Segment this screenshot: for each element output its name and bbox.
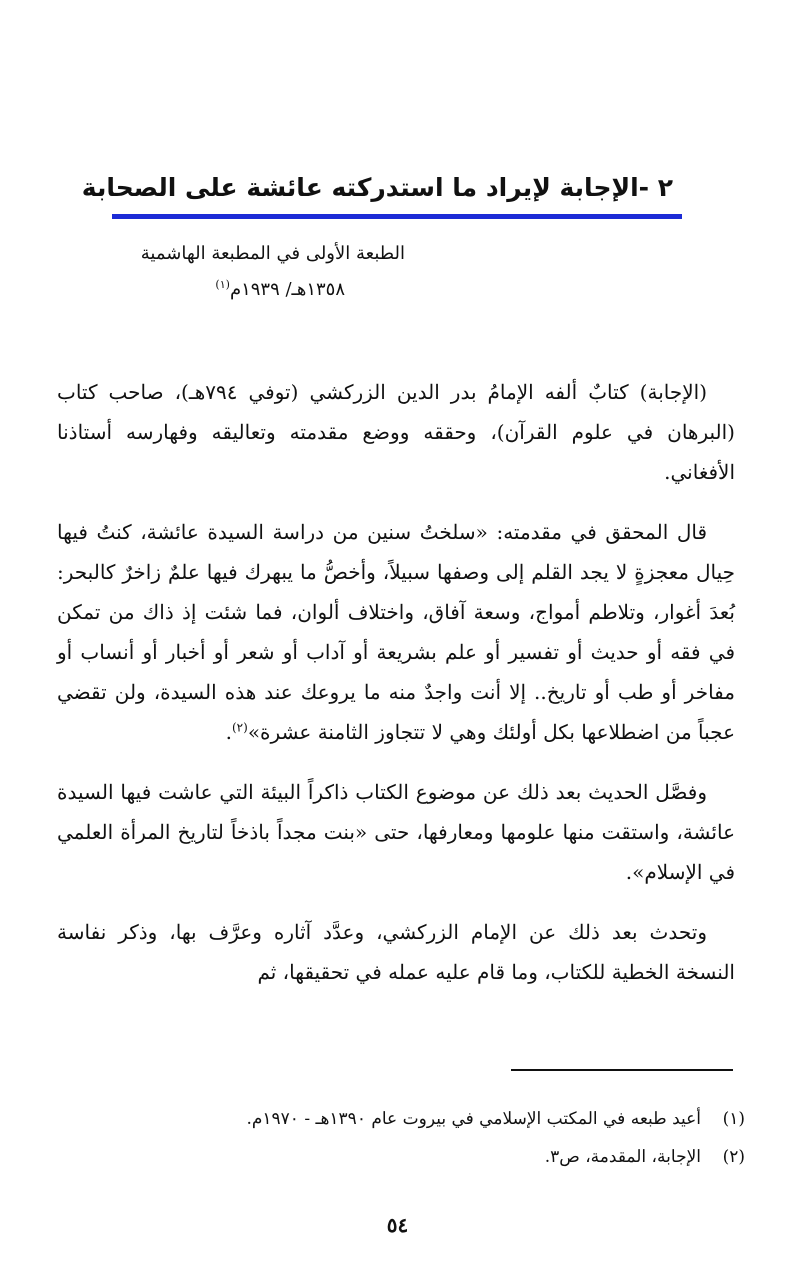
footnote-text: الإجابة، المقدمة، ص٣.: [544, 1147, 701, 1167]
footnote-item: [55, 1100, 745, 1138]
body-text: [57, 372, 735, 1012]
paragraph-2-tail: .: [225, 720, 232, 744]
footnote-ref-2: (٢): [231, 720, 248, 735]
edition-line-2: [60, 272, 405, 308]
edition-line-1: الطبعة الأولى في المطبعة الهاشمية: [140, 243, 405, 264]
footnote-item: [55, 1138, 745, 1176]
page-number: ٥٤: [386, 1213, 409, 1237]
paragraph-4: وتحدث بعد ذلك عن الإمام الزركشي، وعدَّد آثاره وعرَّف بها، وذكر نفاسة النسخة الخطية للكتاب، وما قام عليه عمله في تحقيقها، ثم: [57, 920, 735, 984]
edition-date: ١٣٥٨هـ/ ١٩٣٩م: [229, 279, 345, 300]
footnote-ref-1: (١): [215, 278, 230, 291]
paragraph-2: [57, 512, 735, 752]
paragraph-1: (الإجابة) كتابٌ ألفه الإمامُ بدر الدين الزركشي (توفي ٧٩٤هـ)، صاحب كتاب (البرهان في علوم القرآن)، وحققه ووضع مقدمته وتعاليقه وفهارسه أستاذنا الأفغاني.: [57, 380, 735, 484]
footnote-text: أعيد طبعه في المكتب الإسلامي في بيروت عام ١٣٩٠هـ - ١٩٧٠م.: [246, 1109, 701, 1129]
footnote-number: (٢): [722, 1147, 745, 1167]
footnote-number: (١): [722, 1109, 745, 1129]
footnotes: [55, 1100, 745, 1176]
heading-underline: [112, 214, 682, 219]
paragraph-3: وفصَّل الحديث بعد ذلك عن موضوع الكتاب ذاكراً البيئة التي عاشت فيها السيدة عائشة، واستقت منها علومها ومعارفها، حتى «بنت مجداً باذخاً لتاريخ المرأة العلمي في الإسلام».: [57, 780, 735, 884]
edition-info: [60, 236, 405, 308]
footnote-separator: [511, 1069, 733, 1071]
paragraph-2-text: قال المحقق في مقدمته: «سلختُ سنين من دراسة السيدة عائشة، كنتُ فيها حِيال معجزةٍ لا يجد القلم إلى وصفها سبيلاً، وأخصُّ ما يبهرك فيها علمٌ زاخرٌ كالبحر: بُعدَ أغوار، وتلاطم أمواج، وسعة آفاق، واختلاف ألوان، فما شئت إذ ذاك من تمكن في فقه أو حديث أو تفسير أو علم بشريعة أو آداب أو شعر أو أخبار أو أنساب أو مفاخر أو طب أو تاريخ.. إلا أنت واجدٌ منه ما يروعك عند هذه السيدة، ولن تقضي عجباً من اضطلاعها بكل أولئك وهي لا تتجاوز الثامنة عشرة»: [57, 520, 735, 744]
section-heading: ٢ -الإجابة لإيراد ما استدركته عائشة على الصحابة: [81, 173, 673, 202]
